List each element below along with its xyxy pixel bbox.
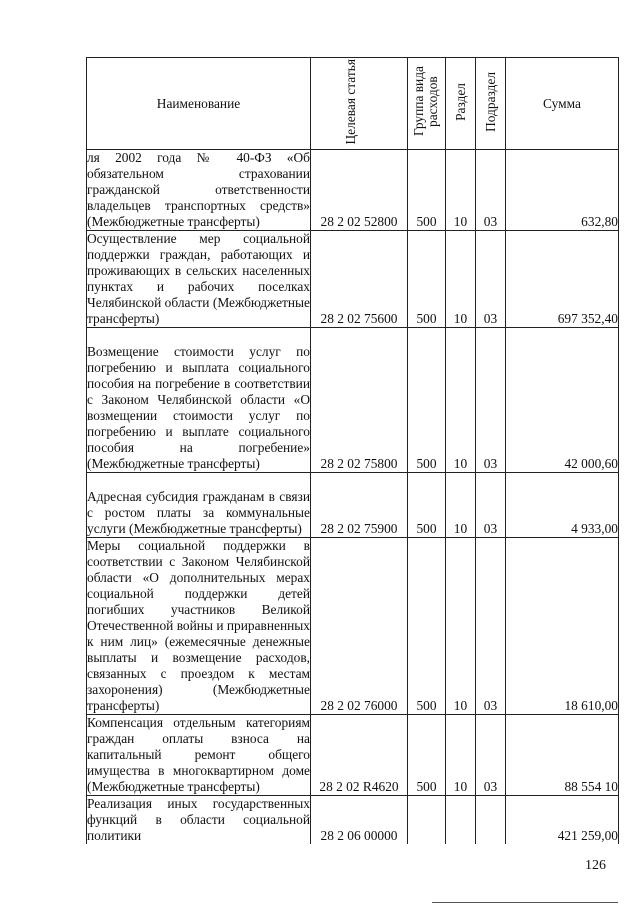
row-code: 28 2 02 76000	[311, 538, 408, 715]
footer-divider	[432, 902, 618, 903]
row-subsection: 03	[476, 473, 506, 538]
table-row	[87, 231, 619, 328]
row-code: 28 2 02 75800	[311, 328, 408, 473]
row-amount: 18 610,00	[506, 538, 619, 715]
row-code: 28 2 02 75900	[311, 473, 408, 538]
row-amount: 421 259,00	[506, 796, 619, 845]
row-subsection: 03	[476, 231, 506, 328]
row-group: 500	[408, 715, 446, 796]
row-code: 28 2 02 52800	[311, 150, 408, 231]
row-code: 28 2 02 75600	[311, 231, 408, 328]
table-row	[87, 796, 619, 845]
table-row	[87, 473, 619, 538]
header-section: Раздел	[446, 58, 476, 150]
row-amount: 632,80	[506, 150, 619, 231]
row-subsection: 03	[476, 538, 506, 715]
row-name: ля 2002 года № 40-ФЗ «Об обязательном страховании гражданской ответственности владельцев транспортных средств» (Межбюджетные трансферты)	[87, 150, 310, 229]
table-row	[87, 538, 619, 715]
header-expense-group: Группа вида расходов	[408, 58, 446, 150]
row-section: 10	[446, 231, 476, 328]
row-section: 10	[446, 150, 476, 231]
row-group: 500	[408, 150, 446, 231]
row-subsection: 03	[476, 715, 506, 796]
row-name: Меры социальной поддержки в соответствии с Законом Челябинской области «О дополнительных мерах социальной поддержки детей погибших участников Великой Отечественной войны и приравненных к ним лиц» (ежемесячные денежные выплаты и возмещение расходов, связанных с проездом к местам захоронения) (Межбюджетные трансферты)	[87, 538, 310, 713]
row-code: 28 2 02 R4620	[311, 715, 408, 796]
row-name: Реализация иных государственных функций в области социальной политики	[87, 796, 310, 843]
row-section	[446, 796, 476, 845]
row-group: 500	[408, 328, 446, 473]
page-number: 126	[585, 858, 606, 873]
row-section: 10	[446, 473, 476, 538]
table-row	[87, 328, 619, 473]
row-name: Компенсация отдельным категориям граждан оплаты взноса на капитальный ремонт общего имущества в многоквартирном доме (Межбюджетные трансферты)	[87, 715, 310, 794]
row-name: Адресная субсидия гражданам в связи с ростом платы за коммунальные услуги (Межбюджетные трансферты)	[87, 489, 310, 536]
row-section: 10	[446, 328, 476, 473]
row-group: 500	[408, 231, 446, 328]
row-amount: 697 352,40	[506, 231, 619, 328]
budget-table	[86, 57, 619, 844]
row-name: Осуществление мер социальной поддержки граждан, работающих и проживающих в сельских населенных пунктах и рабочих поселках Челябинской области (Межбюджетные трансферты)	[87, 231, 310, 326]
row-group	[408, 796, 446, 845]
row-section: 10	[446, 538, 476, 715]
row-group: 500	[408, 538, 446, 715]
header-subsection: Подраздел	[476, 58, 506, 150]
header-target-article: Целевая статья	[311, 58, 408, 150]
header-name: Наименование	[87, 58, 311, 150]
row-name: Возмещение стоимости услуг по погребению и выплата социального пособия на погребение в соответствии с Законом Челябинской области «О возмещении стоимости услуг по погребению и выплате социального пособия на погребение» (Межбюджетные трансферты)	[87, 344, 310, 471]
row-amount: 42 000,60	[506, 328, 619, 473]
table-row	[87, 150, 619, 231]
table-row	[87, 715, 619, 796]
row-subsection: 03	[476, 150, 506, 231]
row-group: 500	[408, 473, 446, 538]
row-code: 28 2 06 00000	[311, 796, 408, 845]
row-amount: 88 554 10	[506, 715, 619, 796]
row-amount: 4 933,00	[506, 473, 619, 538]
row-subsection	[476, 796, 506, 845]
header-amount: Сумма	[506, 58, 619, 150]
table-header-row	[87, 58, 619, 150]
row-section: 10	[446, 715, 476, 796]
row-subsection: 03	[476, 328, 506, 473]
